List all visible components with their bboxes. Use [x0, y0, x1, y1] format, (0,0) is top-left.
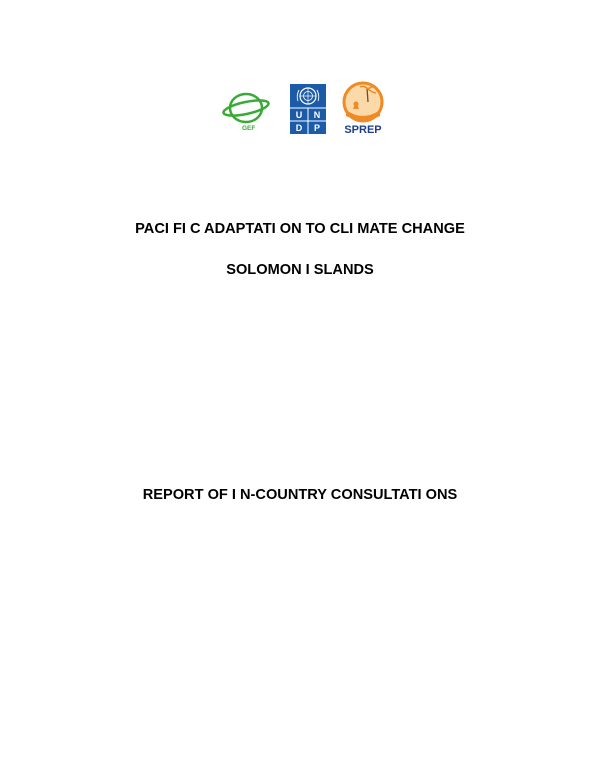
- undp-logo: [290, 84, 326, 134]
- undp-letter-n: N: [313, 110, 321, 120]
- gef-logo: [222, 90, 274, 132]
- logo-strip: [0, 78, 600, 138]
- document-report-title: REPORT OF I N-COUNTRY CONSULTATI ONS: [142, 487, 458, 503]
- undp-letter-u: U: [295, 110, 303, 120]
- gef-logo-label: GEF: [242, 125, 256, 132]
- undp-letter-d: D: [295, 123, 303, 133]
- undp-letter-p: P: [313, 123, 321, 133]
- document-title: PACI FI C ADAPTATI ON TO CLI MATE CHANGE: [135, 221, 465, 237]
- sprep-logo-label: SPREP: [344, 124, 382, 136]
- document-country: SOLOMON I SLANDS: [226, 262, 374, 278]
- sprep-logo: [334, 80, 392, 136]
